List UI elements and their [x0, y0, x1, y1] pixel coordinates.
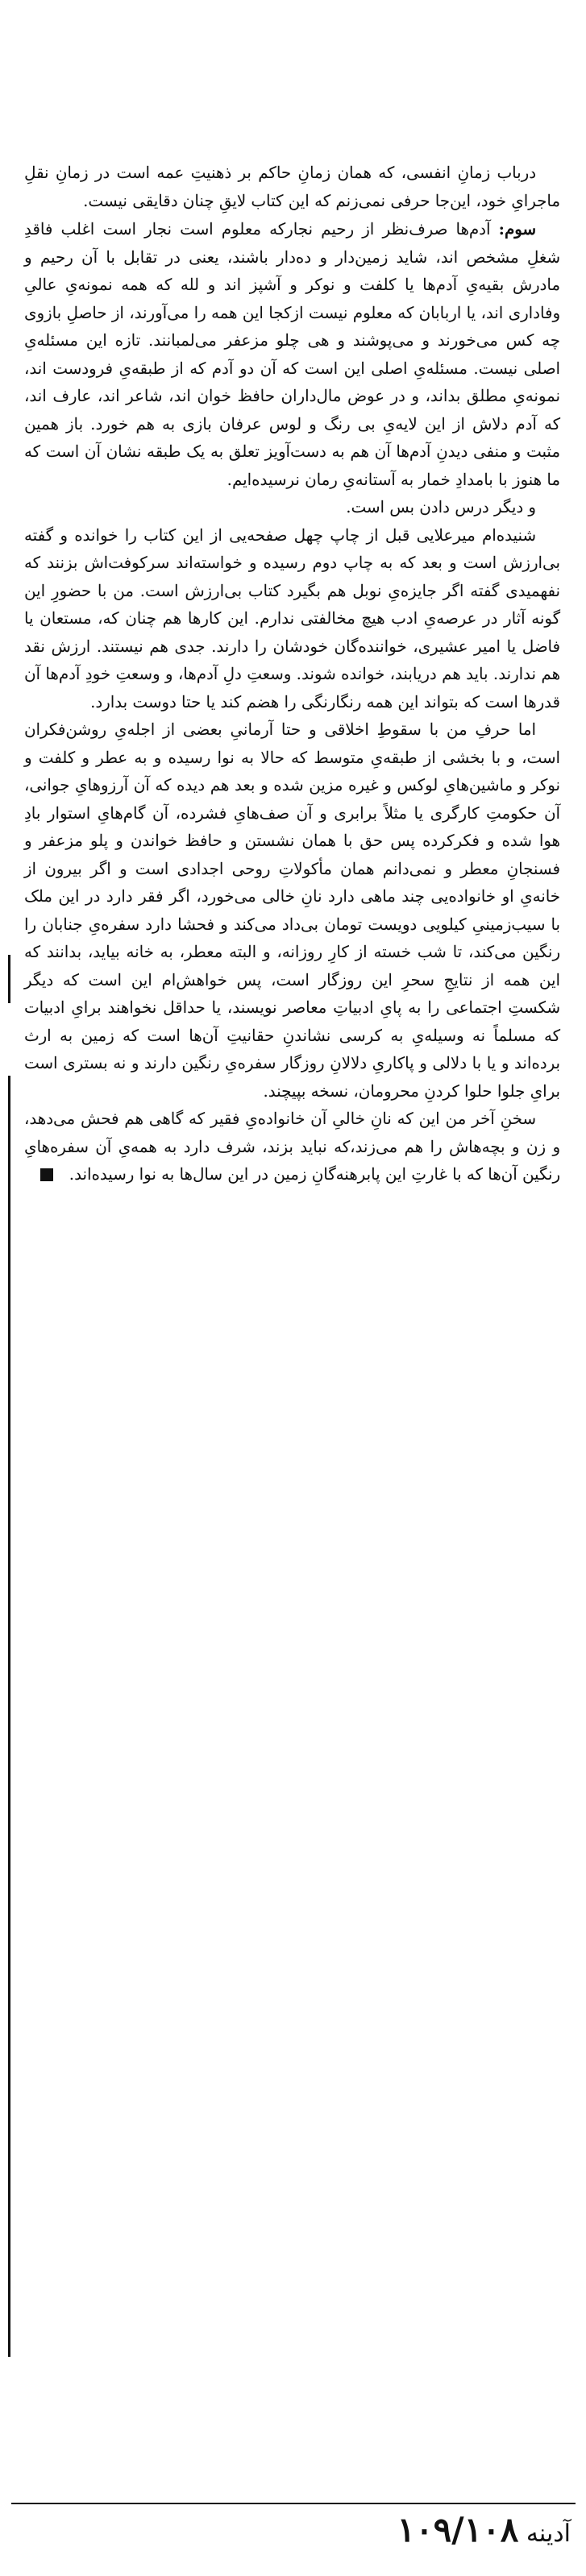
- page-number: ۱۰۹/۱۰۸: [397, 2510, 519, 2549]
- paragraph-final-word: [24, 1105, 560, 1189]
- journal-name: آدینه: [526, 2520, 571, 2548]
- page-footer: [15, 2506, 571, 2554]
- paragraph-subjective-time: درباب زمانِ انفسی، که همان زمانِ حاکم بر ذهنیتِ عمه است در زمانِ نقلِ ماجرایِ خود، این‌جا حرفی نمی‌زنم که این کتاب لایقِ چنان دقایقی نیست.: [24, 164, 560, 210]
- margin-tick-line: [8, 955, 10, 1003]
- paragraph-enough-lessons: و دیگر درس دادن بس است.: [346, 498, 536, 516]
- paragraph-mir-alaei: شنیده‌ام میرعلایی قبل از چاپ چهل صفحه‌یی از این کتاب را خوانده و گفته بی‌ارزش است و بعد که به چاپ دوم رسیده و خواسته‌اند سرکوفت‌اش بزنند که نفهمیدی گفته اگر جایزه‌یِ نوبل هم بگیرد کتاب بی‌ارزش است. من با حضورِ این گونه آثار در عرصه‌یِ ادب هیچ مخالفتی ندارم. این کارها هم چنان که، مستعان یا فاضل یا امیر عشیری، خواننده‌گان خودشان را دارند. جدی هم نیستند. ارزش نقد هم ندارند. باید هم دریابند، خوانده شوند. وسعتِ دلِ آدم‌ها، و وسعتِ خودِ آدم‌ها آن قدرها است که بتواند این همه رنگارنگی را هضم کند یا حتا دوست بدارد.: [24, 525, 560, 711]
- paragraph-final-text: سخنِ آخر من این که نانِ خالیِ آن خانواده‌یِ فقیر که گاهی هم فحش می‌دهد، و زن و بچه‌هاش را هم می‌زند،که نباید بزند، شرف دارد به همه‌یِ آن سفره‌هایِ رنگین آن‌ها که با غارتِ این پابرهنه‌گانِ زمین در این سال‌ها به نوا رسیده‌اند.: [24, 1110, 560, 1184]
- article-body: [24, 160, 560, 1189]
- end-of-article-square-icon: [40, 1168, 53, 1181]
- footer-divider: [11, 2503, 576, 2504]
- section-label-third: سوم:: [498, 219, 536, 239]
- paragraph-third-point: [24, 215, 560, 494]
- paragraph-third-text: آدم‌ها صرف‌نظر از رحیم نجارکه معلوم است نجار است اغلب فاقدِ شغلِ مشخص اند، شاید زمین‌دار و ده‌دار باشند، یعنی در تقابل با آن رحیم و مادرش بقیه‌یِ آدم‌ها یا کلفت و نوکر و آشپز اند و لله که همه نمونه‌یِ عالیِ وفاداری اند، یا اربابان که معلوم نیست ازکجا این همه را می‌آورند، از حاصلِ بازوی چه کس می‌خورند و می‌پوشند و هی چلو مزعفر می‌لمبانند. تازه این مسئله‌یِ اصلی نیست. مسئله‌یِ اصلی این است که آن دو آدم که از طبقه‌یِ فرودست اند، نمونه‌یِ مطلق بداند، و در عوض مال‌داران حافظ خوان اند، شاعر اند، عارف اند، که آدم دلاش از این لایه‌یِ بی رنگ و لوس عرفان بازی به هم خورد. باز همین مثبت و منفی دیدنِ آدم‌ها آن هم به دست‌آویز تعلق به یک طبقه نشان آن است که ما هنوز با بامدادِ خمار به آستانه‌یِ رمان نرسیده‌ایم.: [24, 220, 560, 489]
- paragraph-intellectuals: اما حرفِ من با سقوطِ اخلاقی و حتا آرمانیِ بعضی از اجله‌یِ روشن‌فکران است، و با بخشی از طبقه‌یِ متوسط که حالا به نوا رسیده و به عطر و کلفت و نوکر و ماشین‌هایِ لوکس و غیره مزین شده و بعد هم دیده که آن آرزوهایِ جوانی، آن حکومتِ کارگری یا مثلاً برابری و آن صف‌هایِ فشرده، آن گام‌هایِ استوار بادِ هوا شده و فکرکرده پس حق با همان نشستن و حافظ خواندن و پلو مزعفر و فسنجانِ معطر و نمی‌دانم همان مأکولاتِ روحی اجدادی است و اگر بیرون از خانه‌یِ او خانواده‌یی چند ماهی دارد نانِ خالی می‌خورد، اگر فقر دارد در این ملک با سیب‌زمینیِ کیلویی دویست تومان بی‌داد می‌کند و فحشا دارد سفره‌یِ جنابان را رنگین می‌کند، تا شب خسته از کارِ روزانه، و البته معطر، به خانه بیاید، بدانند که این همه از نتایجِ سحرِ این روزگار است، پس خواهش‌ام این است که دیگر شکستِ اجتماعی را به پایِ ادبیاتِ معاصر نویسند، یا حداقل نخواهند برایِ ادبیات که مسلماً نه وسیله‌یِ به کرسی نشاندنِ حقانیتِ آن‌ها است که زمین به ارث برده‌اند و یا با دلالی و پاکاریِ دلالانِ روزگار سفره‌یِ رنگین دارند و نه بستری است برایِ جلوا حلوا کردنِ محرومان، نسخه بپیچند.: [24, 720, 560, 1101]
- margin-vertical-rule: [8, 1076, 10, 2357]
